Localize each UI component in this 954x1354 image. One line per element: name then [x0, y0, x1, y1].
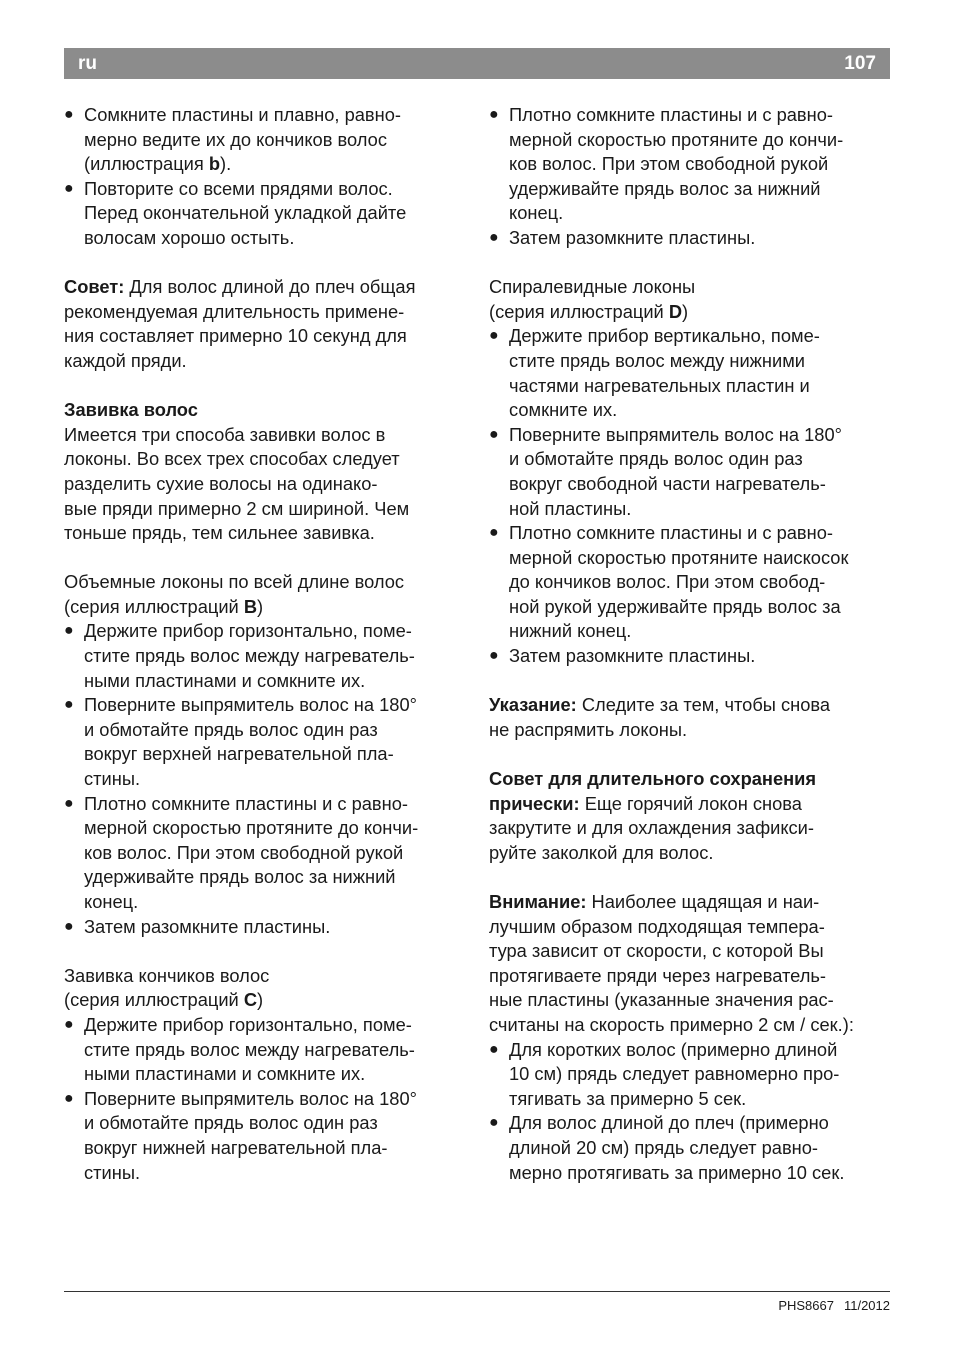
- tip-paragraph: Совет: Для волос длиной до плеч общая рекомендуемая длительность примене- ния составляет примерно 10 секунд для каждой пряди.: [64, 276, 416, 371]
- page-number: 107: [844, 53, 876, 74]
- bullet-icon: ●: [64, 1015, 74, 1033]
- curl-intro-text: Имеется три способа завивки волос в локоны. Во всех трех способах следует разделить сухие волосы на одинако- вые пряди примерно 2 см шириной. Чем тоньше прядь, тем сильнее завивка.: [64, 423, 410, 544]
- list-item: ● Затем разомкните пластины.: [64, 915, 464, 940]
- bullet-icon: ●: [489, 1114, 499, 1132]
- bullet-icon: ●: [489, 425, 499, 443]
- bullet-icon: ●: [64, 794, 74, 812]
- footer: [778, 1298, 890, 1313]
- tip-paragraph: Совет для длительного сохранения прически: Еще горячий локон снова закрутите и для охлаждения зафикси- руйте заколкой для волос.: [489, 768, 817, 863]
- language-code: ru: [78, 53, 97, 74]
- list-item: ● Затем разомкните пластины.: [489, 226, 889, 251]
- bullet-icon: ●: [489, 327, 499, 345]
- footer-date: 11/2012: [843, 1298, 890, 1313]
- list-item: ● Держите прибор горизонтально, поме- стите прядь волос между нагреватель- ными пластинами и сомкните их.: [64, 1013, 415, 1085]
- list-item: ● Поверните выпрямитель волос на 180° и обмотайте прядь волос один раз вокруг свободной части нагреватель- ной пластины.: [489, 423, 842, 519]
- warning-paragraph: Внимание: Наиболее щадящая и наи- лучшим образом подходящая темпера- тура зависит от скорости, с которой Вы протягиваете пряди через нагреватель- ные пластины (указанные значения рас- считаны на скорость примерно 2 см / сек.):: [489, 891, 854, 1035]
- list-item: ● Для волос длиной до плеч (примерно длиной 20 см) прядь следует равно- мерно протягивать за примерно 10 сек.: [489, 1112, 845, 1183]
- bullet-icon: ●: [489, 228, 499, 246]
- section-heading: Завивка волос: [64, 399, 198, 421]
- tip-curls-title: Завивка кончиков волос (серия иллюстраций C): [64, 964, 270, 1011]
- list-item: ● Плотно сомкните пластины и с равно- мерной скоростью протяните наискосок до кончиков волос. При этом свобод- ной рукой удерживайте прядь волос за нижний конец.: [489, 522, 849, 642]
- bullet-icon: ●: [64, 622, 74, 640]
- bullet-icon: ●: [64, 179, 74, 197]
- list-item: ● Повторите со всеми прядями волос. Перед окончательной укладкой дайте волосам хорошо остыть.: [64, 177, 407, 248]
- list-item: ● Поверните выпрямитель волос на 180° и обмотайте прядь волос один раз вокруг нижней нагревательной пла- стины.: [64, 1087, 417, 1183]
- spiral-curls-title: Спиралевидные локоны (серия иллюстраций D): [489, 276, 696, 322]
- bullet-icon: ●: [64, 1089, 74, 1107]
- list-item: ● Для коротких волос (примерно длиной 10 см) прядь следует равномерно про- тягивать за примерно 5 сек.: [489, 1038, 840, 1109]
- model-number: PHS8667: [778, 1298, 834, 1313]
- volume-curls-title: Объемные локоны по всей длине волос (серия иллюстраций B): [64, 571, 405, 617]
- footer-divider: [64, 1291, 890, 1292]
- list-item: ● Затем разомкните пластины.: [489, 644, 889, 669]
- list-item: ● Сомкните пластины и плавно, равно- мерно ведите их до кончиков волос (иллюстрация b).: [64, 104, 401, 175]
- bullet-icon: ●: [489, 647, 499, 665]
- bullet-icon: ●: [64, 696, 74, 714]
- bullet-icon: ●: [64, 917, 74, 935]
- bullet-icon: ●: [489, 106, 499, 123]
- bullet-icon: ●: [64, 106, 74, 123]
- list-item: ● Держите прибор горизонтально, поме- стите прядь волос между нагреватель- ными пластинами и сомкните их.: [64, 620, 415, 691]
- list-item: ● Поверните выпрямитель волос на 180° и обмотайте прядь волос один раз вокруг верхней нагревательной пла- стины.: [64, 694, 417, 790]
- list-item: ● Держите прибор вертикально, поме- стите прядь волос между нижними частями нагревательных пластин и сомкните их.: [489, 325, 820, 421]
- left-column: [64, 103, 464, 1185]
- right-column: [489, 103, 889, 1185]
- list-item: ● Плотно сомкните пластины и с равно- мерной скоростью протяните до кончи- ков волос. При этом свободной рукой удерживайте прядь волос за нижний конец.: [489, 104, 844, 224]
- list-item: ● Плотно сомкните пластины и с равно- мерной скоростью протяните до кончи- ков волос. При этом свободной рукой удерживайте прядь волос за нижний конец.: [64, 792, 419, 912]
- bullet-icon: ●: [489, 1040, 499, 1058]
- note-paragraph: Указание: Следите за тем, чтобы снова не распрямить локоны.: [489, 694, 831, 740]
- page-header: [64, 48, 890, 79]
- bullet-icon: ●: [489, 524, 499, 542]
